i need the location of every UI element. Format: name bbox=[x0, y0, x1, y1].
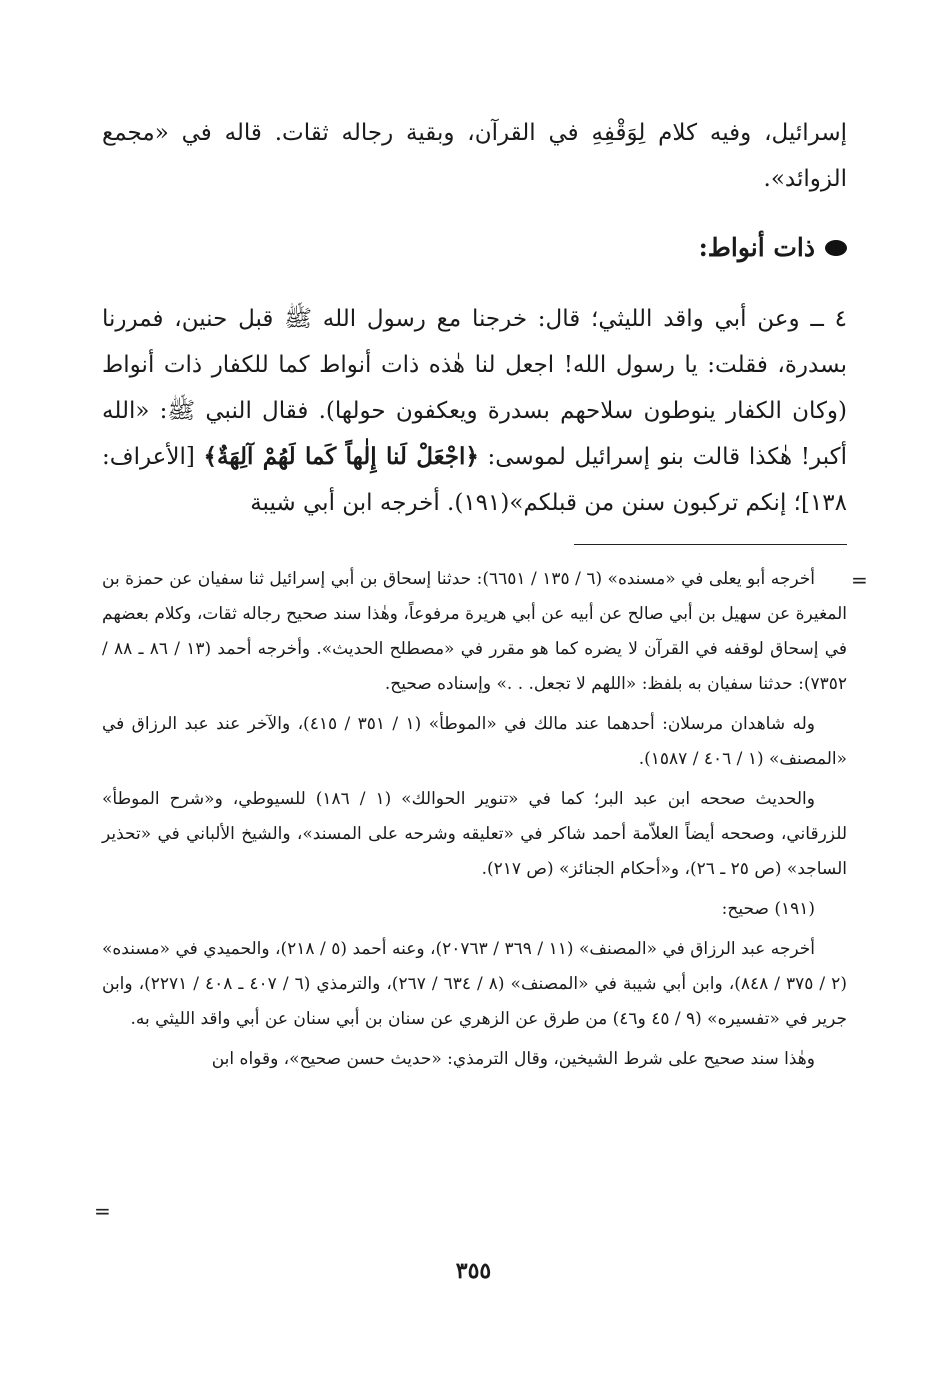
footnote-separator bbox=[574, 544, 847, 545]
page-number: ٣٥٥ bbox=[455, 1258, 492, 1284]
heading-text: ذات أنواط: bbox=[698, 233, 815, 262]
footnotes bbox=[102, 562, 847, 1082]
continuation-mark-top: = bbox=[851, 568, 868, 592]
main-text-hadith bbox=[102, 296, 847, 526]
bullet-icon bbox=[825, 240, 847, 256]
hadith-text: ٤ ــ وعن أبي واقد الليثي؛ قال: خرجنا مع رسول الله ﷺ قبل حنين، فمررنا بسدرة، فقلت: يا رسول الله! اجعل لنا هٰذه ذات أنواط كما للكفار ذات أنواط (وكان الكفار ينوطون سلاحهم بسدرة ويعكفون حولها). فقال النبي ﷺ: «الله أكبر! هٰكذا قالت بنو إسرائيل لموسى: bbox=[102, 306, 848, 470]
continuation-mark-bottom: = bbox=[94, 1199, 111, 1223]
section-heading bbox=[699, 228, 847, 268]
footnote-paragraph: أخرجه عبد الرزاق في «المصنف» (١١ / ٣٦٩ / ٢٠٧٦٣)، وعنه أحمد (٥ / ٢١٨)، والحميدي في «مسنده» (٢ / ٣٧٥ / ٨٤٨)، وابن أبي شيبة في «المصنف» (٨ / ٦٣٤ / ٢٦٧)، والترمذي (٦ / ٤٠٧ ـ ٤٠٨ / ٢٢٧١)، وابن جرير في «تفسيره» (٩ / ٤٥ و٤٦) من طرق عن الزهري عن سنان بن أبي سنان عن أبي واقد الليثي به. bbox=[102, 939, 847, 1029]
hadith-text-end: [الأعراف: ١٣٨]؛ إنكم تركبون سنن من قبلكم»(١٩١). أخرجه ابن أبي شيبة bbox=[102, 444, 847, 516]
footnote-title: (١٩١) صحيح: bbox=[721, 899, 815, 919]
paragraph-continuation: إسرائيل، وفيه كلام لِوَقْفِهِ في القرآن، وبقية رجاله ثقات. قاله في «مجمع الزوائد». bbox=[102, 120, 847, 192]
quran-verse: ﴿اجْعَلْ لَنا إِلٰهاً كَما لَهُمْ آلِهَةٌ﴾ bbox=[203, 443, 479, 470]
hadith-paragraph bbox=[102, 296, 847, 526]
main-text-top bbox=[102, 110, 847, 202]
footnote-paragraph: وهٰذا سند صحيح على شرط الشيخين، وقال الترمذي: «حديث حسن صحيح»، وقواه ابن bbox=[211, 1049, 815, 1069]
footnote-paragraph: والحديث صححه ابن عبد البر؛ كما في «تنوير الحوالك» (١ / ١٨٦) للسيوطي، و«شرح الموطأ» للزرقاني، وصححه أيضاً العلاّمة أحمد شاكر في «تعليقه وشرحه على المسند»، والشيخ الألباني في «تحذير الساجد» (ص ٢٥ ـ ٢٦)، و«أحكام الجنائز» (ص ٢١٧). bbox=[102, 789, 847, 879]
footnote-paragraph: وله شاهدان مرسلان: أحدهما عند مالك في «الموطأ» (١ / ٣٥١ / ٤١٥)، والآخر عند عبد الرزاق في «المصنف» (١ / ٤٠٦ / ١٥٨٧). bbox=[102, 714, 847, 769]
footnote-paragraph: أخرجه أبو يعلى في «مسنده» (٦ / ١٣٥ / ٦٦٥١): حدثنا إسحاق بن أبي إسرائيل ثنا سفيان عن حمزة بن المغيرة عن سهيل بن أبي صالح عن أبيه عن أبي هريرة مرفوعاً، وهٰذا سند صحيح رجاله ثقات، وكلام بعضهم في إسحاق لوقفه في القرآن لا يضره كما هو مقرر في «مصطلح الحديث». وأخرجه أحمد (١٣ / ٨٦ ـ ٨٨ / ٧٣٥٢): حدثنا سفيان به بلفظ: «اللهم لا تجعل. . .» وإسناده صحيح. bbox=[102, 569, 847, 694]
